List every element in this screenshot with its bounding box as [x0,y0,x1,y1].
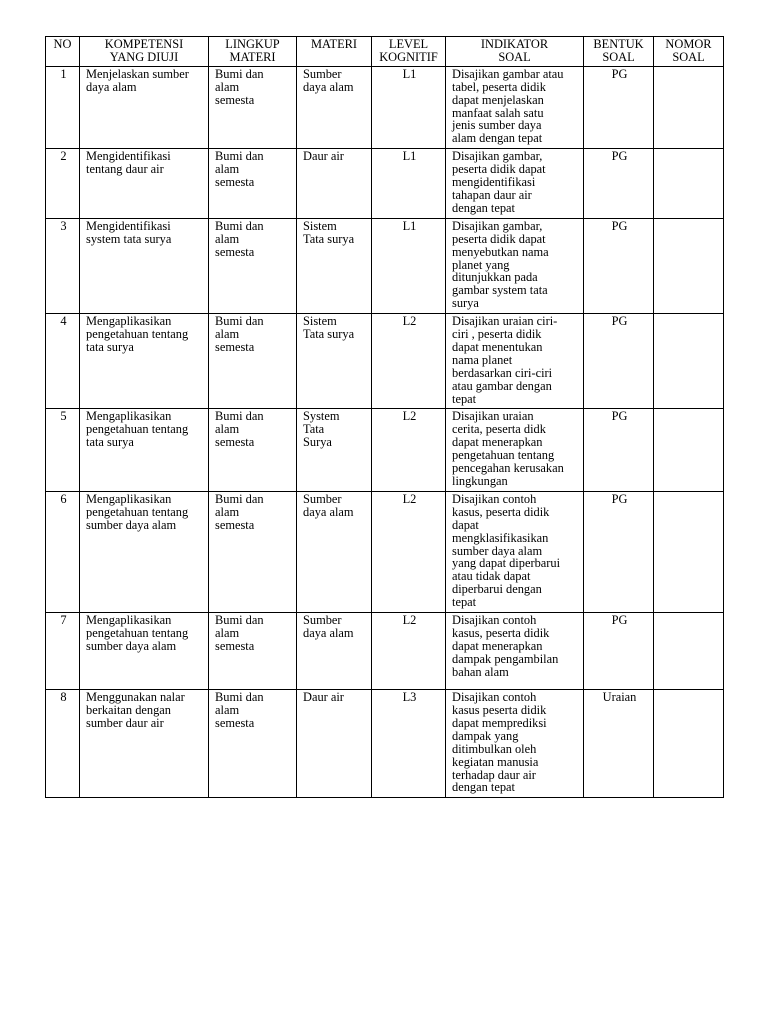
header-indikator-soal: INDIKATOR SOAL [446,37,584,67]
cell-bentuk-soal: PG [584,66,654,148]
table-row [46,409,724,491]
table-row [46,218,724,313]
cell-bentuk-soal: PG [584,149,654,219]
cell-indikator-soal: Disajikan contoh kasus, peserta didik dapat mengklasifikasikan sumber daya alam yang dapat diperbarui atau tidak dapat diperbarui dengan tepat [446,491,584,612]
cell-indikator-soal: Disajikan uraian ciri- ciri , peserta didik dapat menentukan nama planet berdasarkan ciri-ciri atau gambar dengan tepat [446,314,584,409]
cell-lingkup-materi: Bumi dan alam semesta [209,613,297,690]
cell-nomor-soal [654,149,724,219]
cell-level-kognitif: L1 [372,66,446,148]
cell-materi: Sumber daya alam [297,66,372,148]
cell-no: 7 [46,613,80,690]
cell-lingkup-materi: Bumi dan alam semesta [209,149,297,219]
cell-level-kognitif: L2 [372,613,446,690]
cell-kompetensi: Mengidentifikasi tentang daur air [80,149,209,219]
cell-no: 5 [46,409,80,491]
cell-lingkup-materi: Bumi dan alam semesta [209,66,297,148]
cell-bentuk-soal: PG [584,218,654,313]
cell-kompetensi: Menjelaskan sumber daya alam [80,66,209,148]
cell-bentuk-soal: Uraian [584,690,654,798]
cell-kompetensi: Mengaplikasikan pengetahuan tentang sumber daya alam [80,491,209,612]
cell-bentuk-soal: PG [584,409,654,491]
cell-level-kognitif: L1 [372,149,446,219]
cell-level-kognitif: L1 [372,218,446,313]
cell-nomor-soal [654,613,724,690]
cell-indikator-soal: Disajikan gambar, peserta didik dapat mengidentifikasi tahapan daur air dengan tepat [446,149,584,219]
cell-indikator-soal: Disajikan gambar, peserta didik dapat menyebutkan nama planet yang ditunjukkan pada gambar system tata surya [446,218,584,313]
table-row [46,690,724,798]
cell-kompetensi: Mengaplikasikan pengetahuan tentang sumber daya alam [80,613,209,690]
cell-no: 6 [46,491,80,612]
table-row [46,613,724,690]
cell-indikator-soal: Disajikan uraian cerita, peserta didk dapat menerapkan pengetahuan tentang pencegahan kerusakan lingkungan [446,409,584,491]
table-row [46,314,724,409]
cell-no: 8 [46,690,80,798]
table-row [46,66,724,148]
cell-nomor-soal [654,409,724,491]
cell-lingkup-materi: Bumi dan alam semesta [209,218,297,313]
cell-no: 2 [46,149,80,219]
cell-nomor-soal [654,690,724,798]
table-row [46,149,724,219]
cell-nomor-soal [654,218,724,313]
cell-bentuk-soal: PG [584,613,654,690]
cell-lingkup-materi: Bumi dan alam semesta [209,314,297,409]
cell-nomor-soal [654,66,724,148]
cell-lingkup-materi: Bumi dan alam semesta [209,491,297,612]
cell-indikator-soal: Disajikan gambar atau tabel, peserta didik dapat menjelaskan manfaat salah satu jenis sumber daya alam dengan tepat [446,66,584,148]
cell-bentuk-soal: PG [584,491,654,612]
cell-no: 3 [46,218,80,313]
cell-materi: Daur air [297,690,372,798]
cell-lingkup-materi: Bumi dan alam semesta [209,690,297,798]
cell-no: 1 [46,66,80,148]
table-body [46,66,724,798]
cell-materi: Sistem Tata surya [297,314,372,409]
table-row [46,491,724,612]
header-kompetensi: KOMPETENSI YANG DIUJI [80,37,209,67]
header-materi: MATERI [297,37,372,67]
cell-level-kognitif: L2 [372,314,446,409]
cell-materi: Sumber daya alam [297,491,372,612]
cell-kompetensi: Menggunakan nalar berkaitan dengan sumber daur air [80,690,209,798]
cell-level-kognitif: L2 [372,409,446,491]
kisi-kisi-table [45,36,724,798]
cell-kompetensi: Mengidentifikasi system tata surya [80,218,209,313]
cell-nomor-soal [654,491,724,612]
header-lingkup-materi: LINGKUP MATERI [209,37,297,67]
header-bentuk-soal: BENTUK SOAL [584,37,654,67]
cell-materi: Sistem Tata surya [297,218,372,313]
header-no: NO [46,37,80,67]
cell-kompetensi: Mengaplikasikan pengetahuan tentang tata surya [80,409,209,491]
cell-materi: Sumber daya alam [297,613,372,690]
cell-materi: Daur air [297,149,372,219]
cell-no: 4 [46,314,80,409]
cell-materi: System Tata Surya [297,409,372,491]
cell-nomor-soal [654,314,724,409]
header-level-kognitif: LEVEL KOGNITIF [372,37,446,67]
cell-level-kognitif: L2 [372,491,446,612]
cell-bentuk-soal: PG [584,314,654,409]
cell-lingkup-materi: Bumi dan alam semesta [209,409,297,491]
cell-indikator-soal: Disajikan contoh kasus, peserta didik dapat menerapkan dampak pengambilan bahan alam [446,613,584,690]
cell-kompetensi: Mengaplikasikan pengetahuan tentang tata surya [80,314,209,409]
cell-level-kognitif: L3 [372,690,446,798]
header-nomor-soal: NOMOR SOAL [654,37,724,67]
cell-indikator-soal: Disajikan contoh kasus peserta didik dapat memprediksi dampak yang ditimbulkan oleh kegiatan manusia terhadap daur air dengan tepat [446,690,584,798]
header-row [46,37,724,67]
